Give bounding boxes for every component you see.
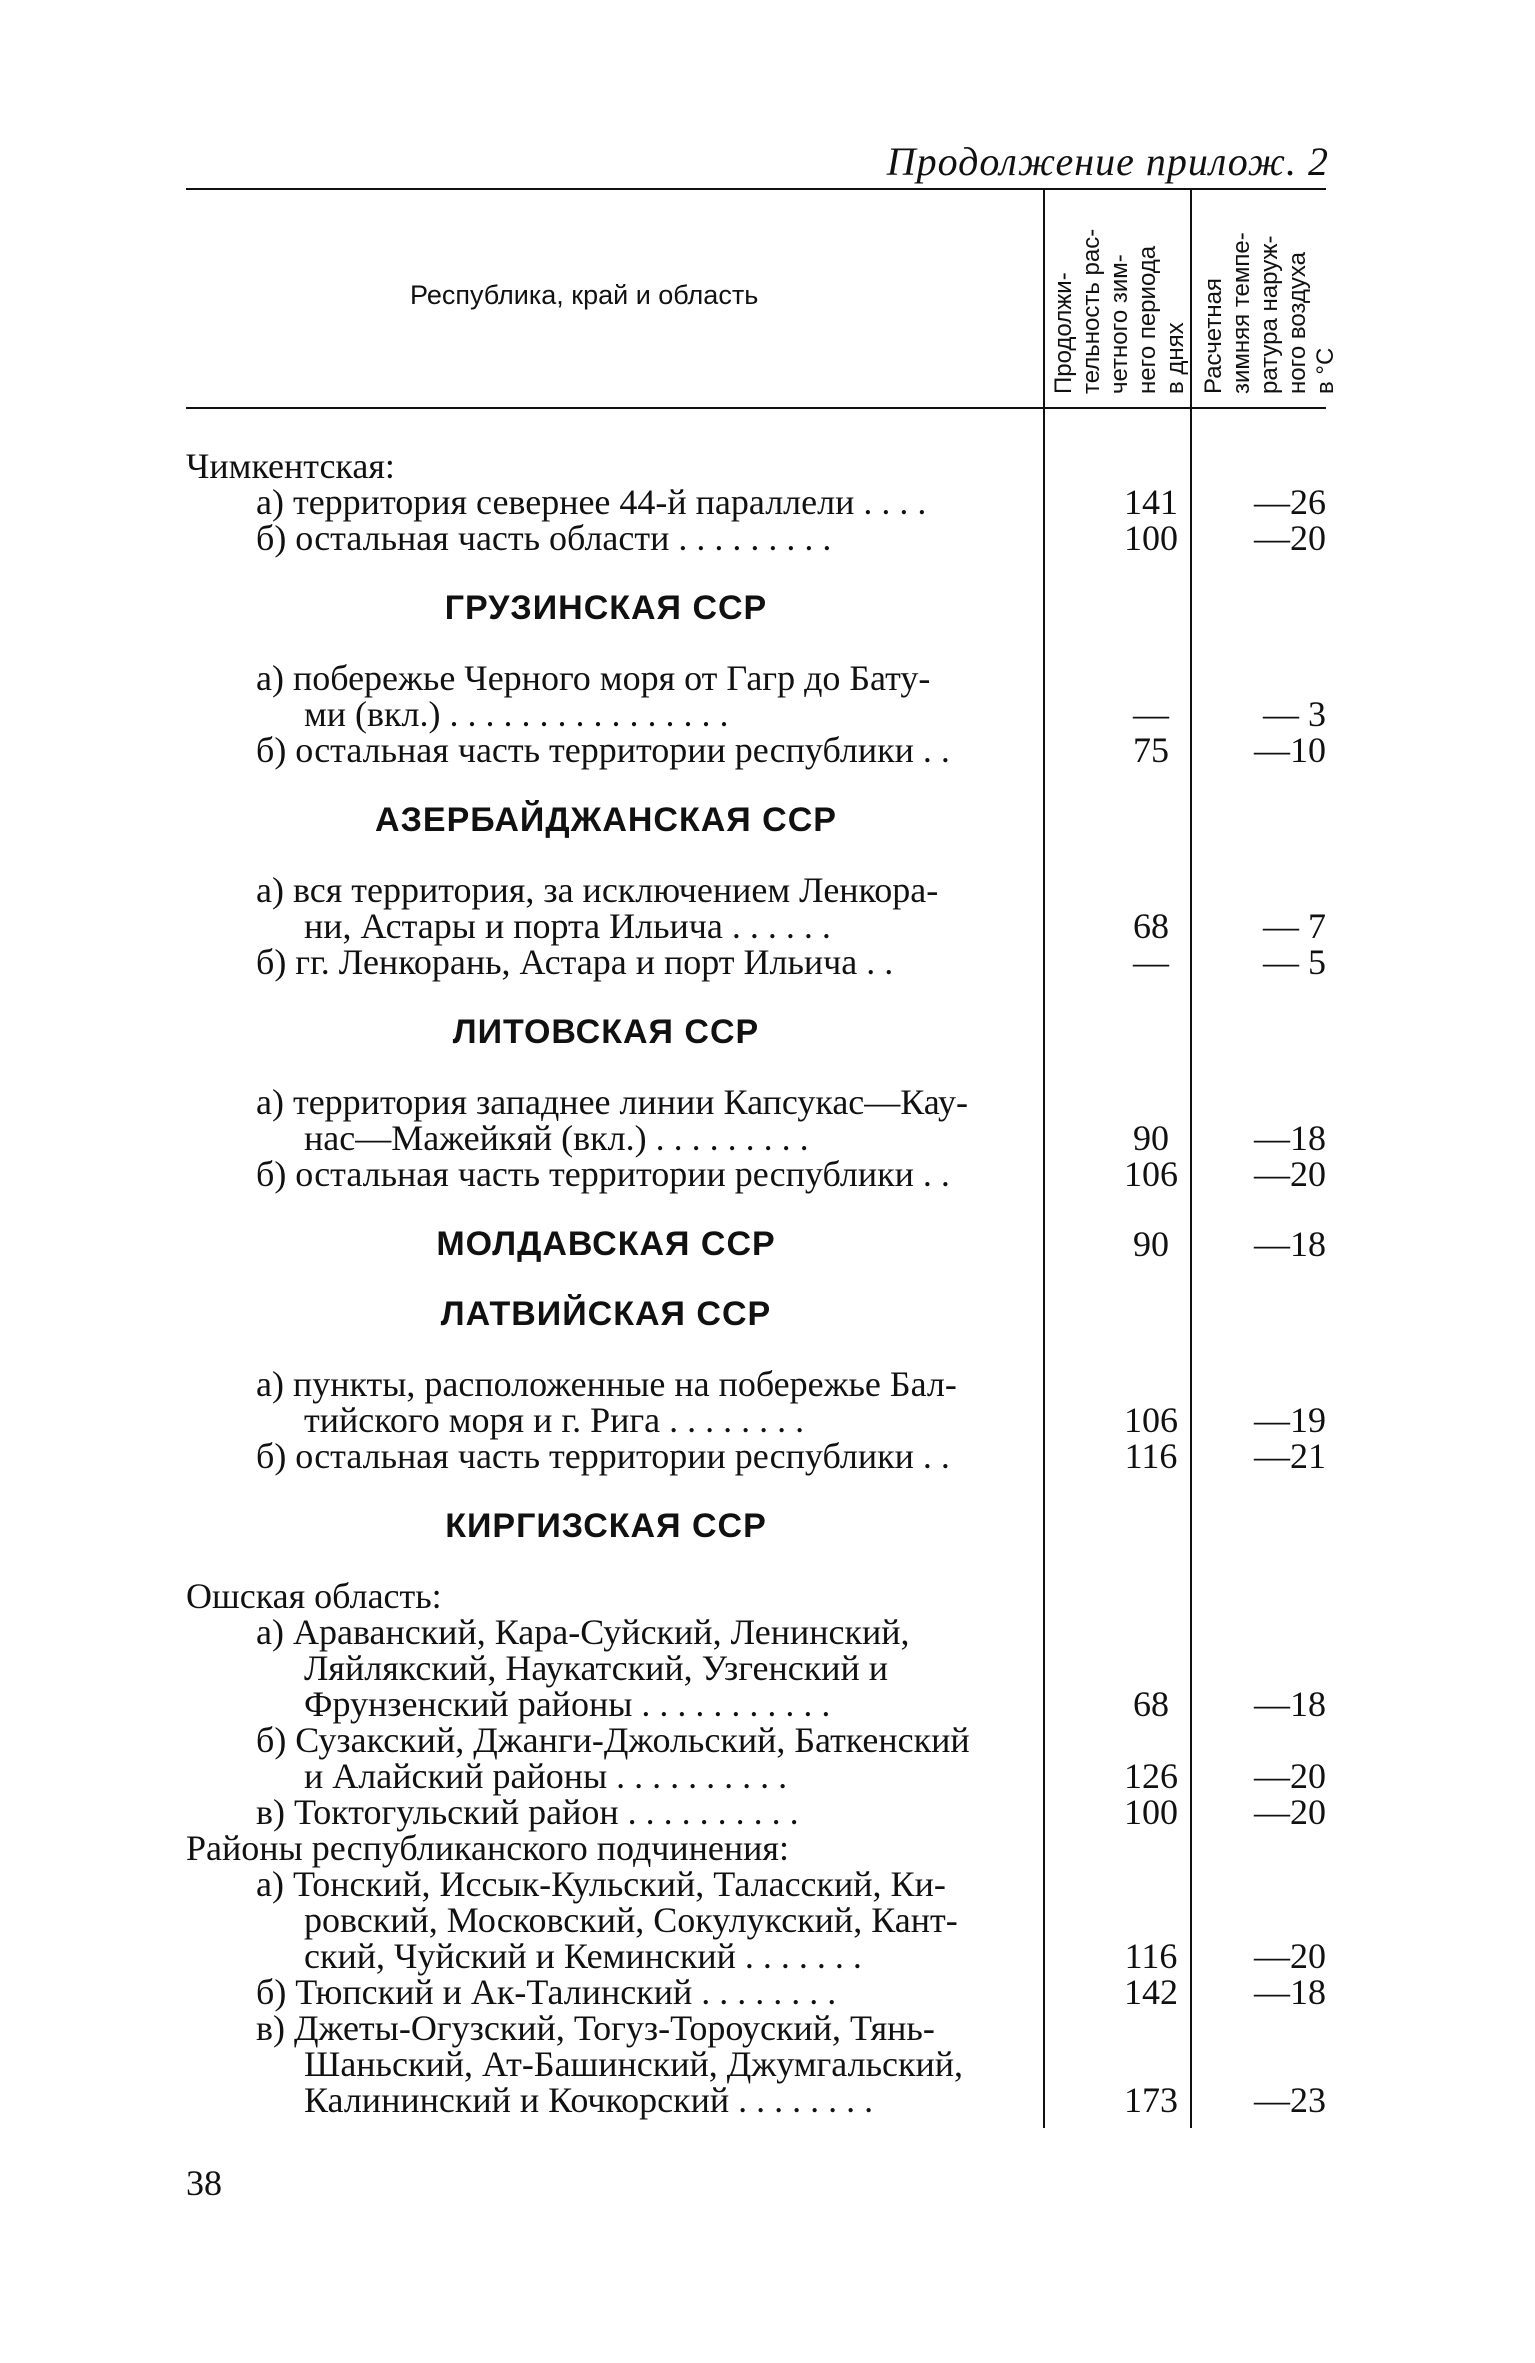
row-label: а) пункты, расположенные на побережье Бал- — [256, 1364, 957, 1404]
temp-value: —20 — [1254, 1154, 1326, 1194]
section-title: ЛАТВИЙСКАЯ ССР — [440, 1295, 772, 1333]
row-label: в) Токтогульский район . . . . . . . . . . — [256, 1792, 799, 1832]
row-label: а) побережье Черного моря от Гагр до Бату- — [256, 658, 931, 698]
table-row — [186, 1758, 1326, 1794]
table-row — [186, 908, 1326, 944]
table-row — [186, 1614, 1326, 1650]
row-label: Фрунзенский районы . . . . . . . . . . . — [304, 1684, 831, 1724]
temp-value: —20 — [1254, 1792, 1326, 1832]
row-label: нас—Мажейкяй (вкл.) . . . . . . . . . — [304, 1118, 809, 1158]
row-gap — [186, 626, 1326, 660]
table-row — [186, 1084, 1326, 1120]
table-row — [186, 1402, 1326, 1438]
section-title: КИРГИЗСКАЯ ССР — [445, 1507, 767, 1545]
temp-value: —18 — [1254, 1224, 1326, 1264]
temp-value: —19 — [1254, 1400, 1326, 1440]
temp-value: —18 — [1254, 1972, 1326, 2012]
header-temp-line: в °С — [1312, 347, 1339, 394]
page-number: 38 — [186, 2163, 222, 2203]
header-region: Республика, край и область — [410, 280, 759, 310]
region-heading: Районы республиканского подчинения: — [186, 1828, 789, 1868]
row-label: а) территория западнее линии Капсукас—Кау- — [256, 1082, 968, 1122]
section-row — [186, 1226, 1326, 1262]
table-row — [186, 944, 1326, 980]
row-label: а) вся территория, за исключением Ленкора- — [256, 870, 939, 910]
row-label: б) остальная часть территории республики . . — [256, 1436, 950, 1476]
row-label: б) остальная часть области . . . . . . . . . — [256, 518, 832, 558]
temp-value: — 3 — [1263, 694, 1326, 734]
days-value: 142 — [1124, 1972, 1178, 2012]
row-gap — [186, 1050, 1326, 1084]
header-days-line: Продолжи- — [1050, 272, 1077, 394]
row-gap — [186, 1192, 1326, 1226]
table-row — [186, 1120, 1326, 1156]
table-row — [186, 1902, 1326, 1938]
row-label: Шаньский, Ат-Башинский, Джумгальский, — [304, 2044, 963, 2084]
table-row — [186, 2046, 1326, 2082]
row-label: а) Араванский, Кара-Суйский, Ленинский, — [256, 1612, 910, 1652]
temp-value: —18 — [1254, 1684, 1326, 1724]
temp-value: —20 — [1254, 518, 1326, 558]
running-head: Продолжение прилож. 2 — [886, 139, 1329, 184]
table-body — [186, 448, 1326, 2118]
section-row — [186, 590, 1326, 626]
table-row — [186, 520, 1326, 556]
table-row — [186, 1366, 1326, 1402]
temp-value: —18 — [1254, 1118, 1326, 1158]
days-value: 68 — [1133, 906, 1169, 946]
section-row — [186, 1014, 1326, 1050]
section-row — [186, 1508, 1326, 1544]
section-row — [186, 802, 1326, 838]
days-value: 68 — [1133, 1684, 1169, 1724]
table-row — [186, 448, 1326, 484]
table-row — [186, 1794, 1326, 1830]
header-bottom-rule — [186, 407, 1326, 409]
row-gap — [186, 556, 1326, 590]
days-value: 106 — [1124, 1400, 1178, 1440]
days-value: 100 — [1124, 1792, 1178, 1832]
header-top-rule — [186, 188, 1326, 190]
days-value: — — [1133, 942, 1169, 982]
header-temp-line: ного воздуха — [1284, 252, 1311, 394]
region-heading: Чимкентская: — [186, 446, 395, 486]
region-heading: Ошская область: — [186, 1576, 442, 1616]
header-days-line: четного зим- — [1106, 254, 1133, 394]
header-days-line: в днях — [1162, 322, 1189, 394]
days-value: 141 — [1124, 482, 1178, 522]
days-value: 90 — [1133, 1224, 1169, 1264]
row-label: б) Тюпский и Ак-Талинский . . . . . . . . — [256, 1972, 837, 2012]
header-temp-line: Расчетная — [1200, 278, 1227, 394]
days-value: 75 — [1133, 730, 1169, 770]
row-label: Ляйлякский, Наукатский, Узгенский и — [304, 1648, 889, 1688]
row-label: б) гг. Ленкорань, Астара и порт Ильича . . — [256, 942, 894, 982]
section-title: ГРУЗИНСКАЯ ССР — [444, 589, 768, 627]
header-days-line: него периода — [1134, 245, 1161, 394]
table-row — [186, 696, 1326, 732]
table-row — [186, 1650, 1326, 1686]
row-label: в) Джеты-Огузский, Тогуз-Тороуский, Тянь- — [256, 2008, 935, 2048]
temp-value: — 5 — [1263, 942, 1326, 982]
temp-value: —20 — [1254, 1936, 1326, 1976]
row-label: Калининский и Кочкорский . . . . . . . . — [304, 2080, 874, 2120]
table-row — [186, 1578, 1326, 1614]
header-temp-line: зимняя темпе- — [1228, 232, 1255, 394]
header-temp-line: ратура наруж- — [1256, 235, 1283, 394]
days-value: 100 — [1124, 518, 1178, 558]
row-label: б) Сузакский, Джанги-Джольский, Баткенский — [256, 1720, 970, 1760]
temp-value: —21 — [1254, 1436, 1326, 1476]
row-gap — [186, 768, 1326, 802]
header-days — [1050, 229, 1190, 394]
row-gap — [186, 1544, 1326, 1578]
temp-value: —20 — [1254, 1756, 1326, 1796]
row-label: б) остальная часть территории республики . . — [256, 1154, 950, 1194]
table-row — [186, 1438, 1326, 1474]
days-value: 116 — [1124, 1436, 1178, 1476]
table-row — [186, 1722, 1326, 1758]
days-value: 116 — [1124, 1936, 1178, 1976]
table-row — [186, 660, 1326, 696]
row-label: а) Тонский, Иссык-Кульский, Таласский, Ки- — [256, 1864, 946, 1904]
section-title: ЛИТОВСКАЯ ССР — [452, 1013, 760, 1051]
days-value: 90 — [1133, 1118, 1169, 1158]
table-row — [186, 872, 1326, 908]
table-row — [186, 1938, 1326, 1974]
row-gap — [186, 1474, 1326, 1508]
days-value: — — [1133, 694, 1169, 734]
days-value: 106 — [1124, 1154, 1178, 1194]
row-gap — [186, 1262, 1326, 1296]
days-value: 173 — [1124, 2080, 1178, 2120]
row-label: ми (вкл.) . . . . . . . . . . . . . . . . — [304, 694, 729, 734]
table-row — [186, 2082, 1326, 2118]
table-row — [186, 1686, 1326, 1722]
table-row — [186, 732, 1326, 768]
row-label: тийского моря и г. Рига . . . . . . . . — [304, 1400, 805, 1440]
row-label: ский, Чуйский и Кеминский . . . . . . . — [304, 1936, 862, 1976]
section-row — [186, 1296, 1326, 1332]
temp-value: —23 — [1254, 2080, 1326, 2120]
table-row — [186, 2010, 1326, 2046]
row-label: ровский, Московский, Сокулукский, Кант- — [304, 1900, 958, 1940]
table-row — [186, 1830, 1326, 1866]
temp-value: — 7 — [1263, 906, 1326, 946]
row-label: и Алайский районы . . . . . . . . . . — [304, 1756, 788, 1796]
row-label: ни, Астары и порта Ильича . . . . . . — [304, 906, 831, 946]
header-days-line: тельность рас- — [1078, 228, 1105, 394]
temp-value: —10 — [1254, 730, 1326, 770]
row-gap — [186, 980, 1326, 1014]
section-title: МОЛДАВСКАЯ ССР — [436, 1225, 776, 1263]
table-row — [186, 484, 1326, 520]
row-label: б) остальная часть территории республики . . — [256, 730, 950, 770]
section-title: АЗЕРБАЙДЖАНСКАЯ ССР — [375, 801, 837, 839]
header-temp — [1200, 232, 1340, 394]
table-row — [186, 1974, 1326, 2010]
days-value: 126 — [1124, 1756, 1178, 1796]
table-row — [186, 1156, 1326, 1192]
table-row — [186, 1866, 1326, 1902]
row-gap — [186, 1332, 1326, 1366]
row-label: а) территория севернее 44-й параллели . . . . — [256, 482, 927, 522]
temp-value: —26 — [1254, 482, 1326, 522]
row-gap — [186, 838, 1326, 872]
